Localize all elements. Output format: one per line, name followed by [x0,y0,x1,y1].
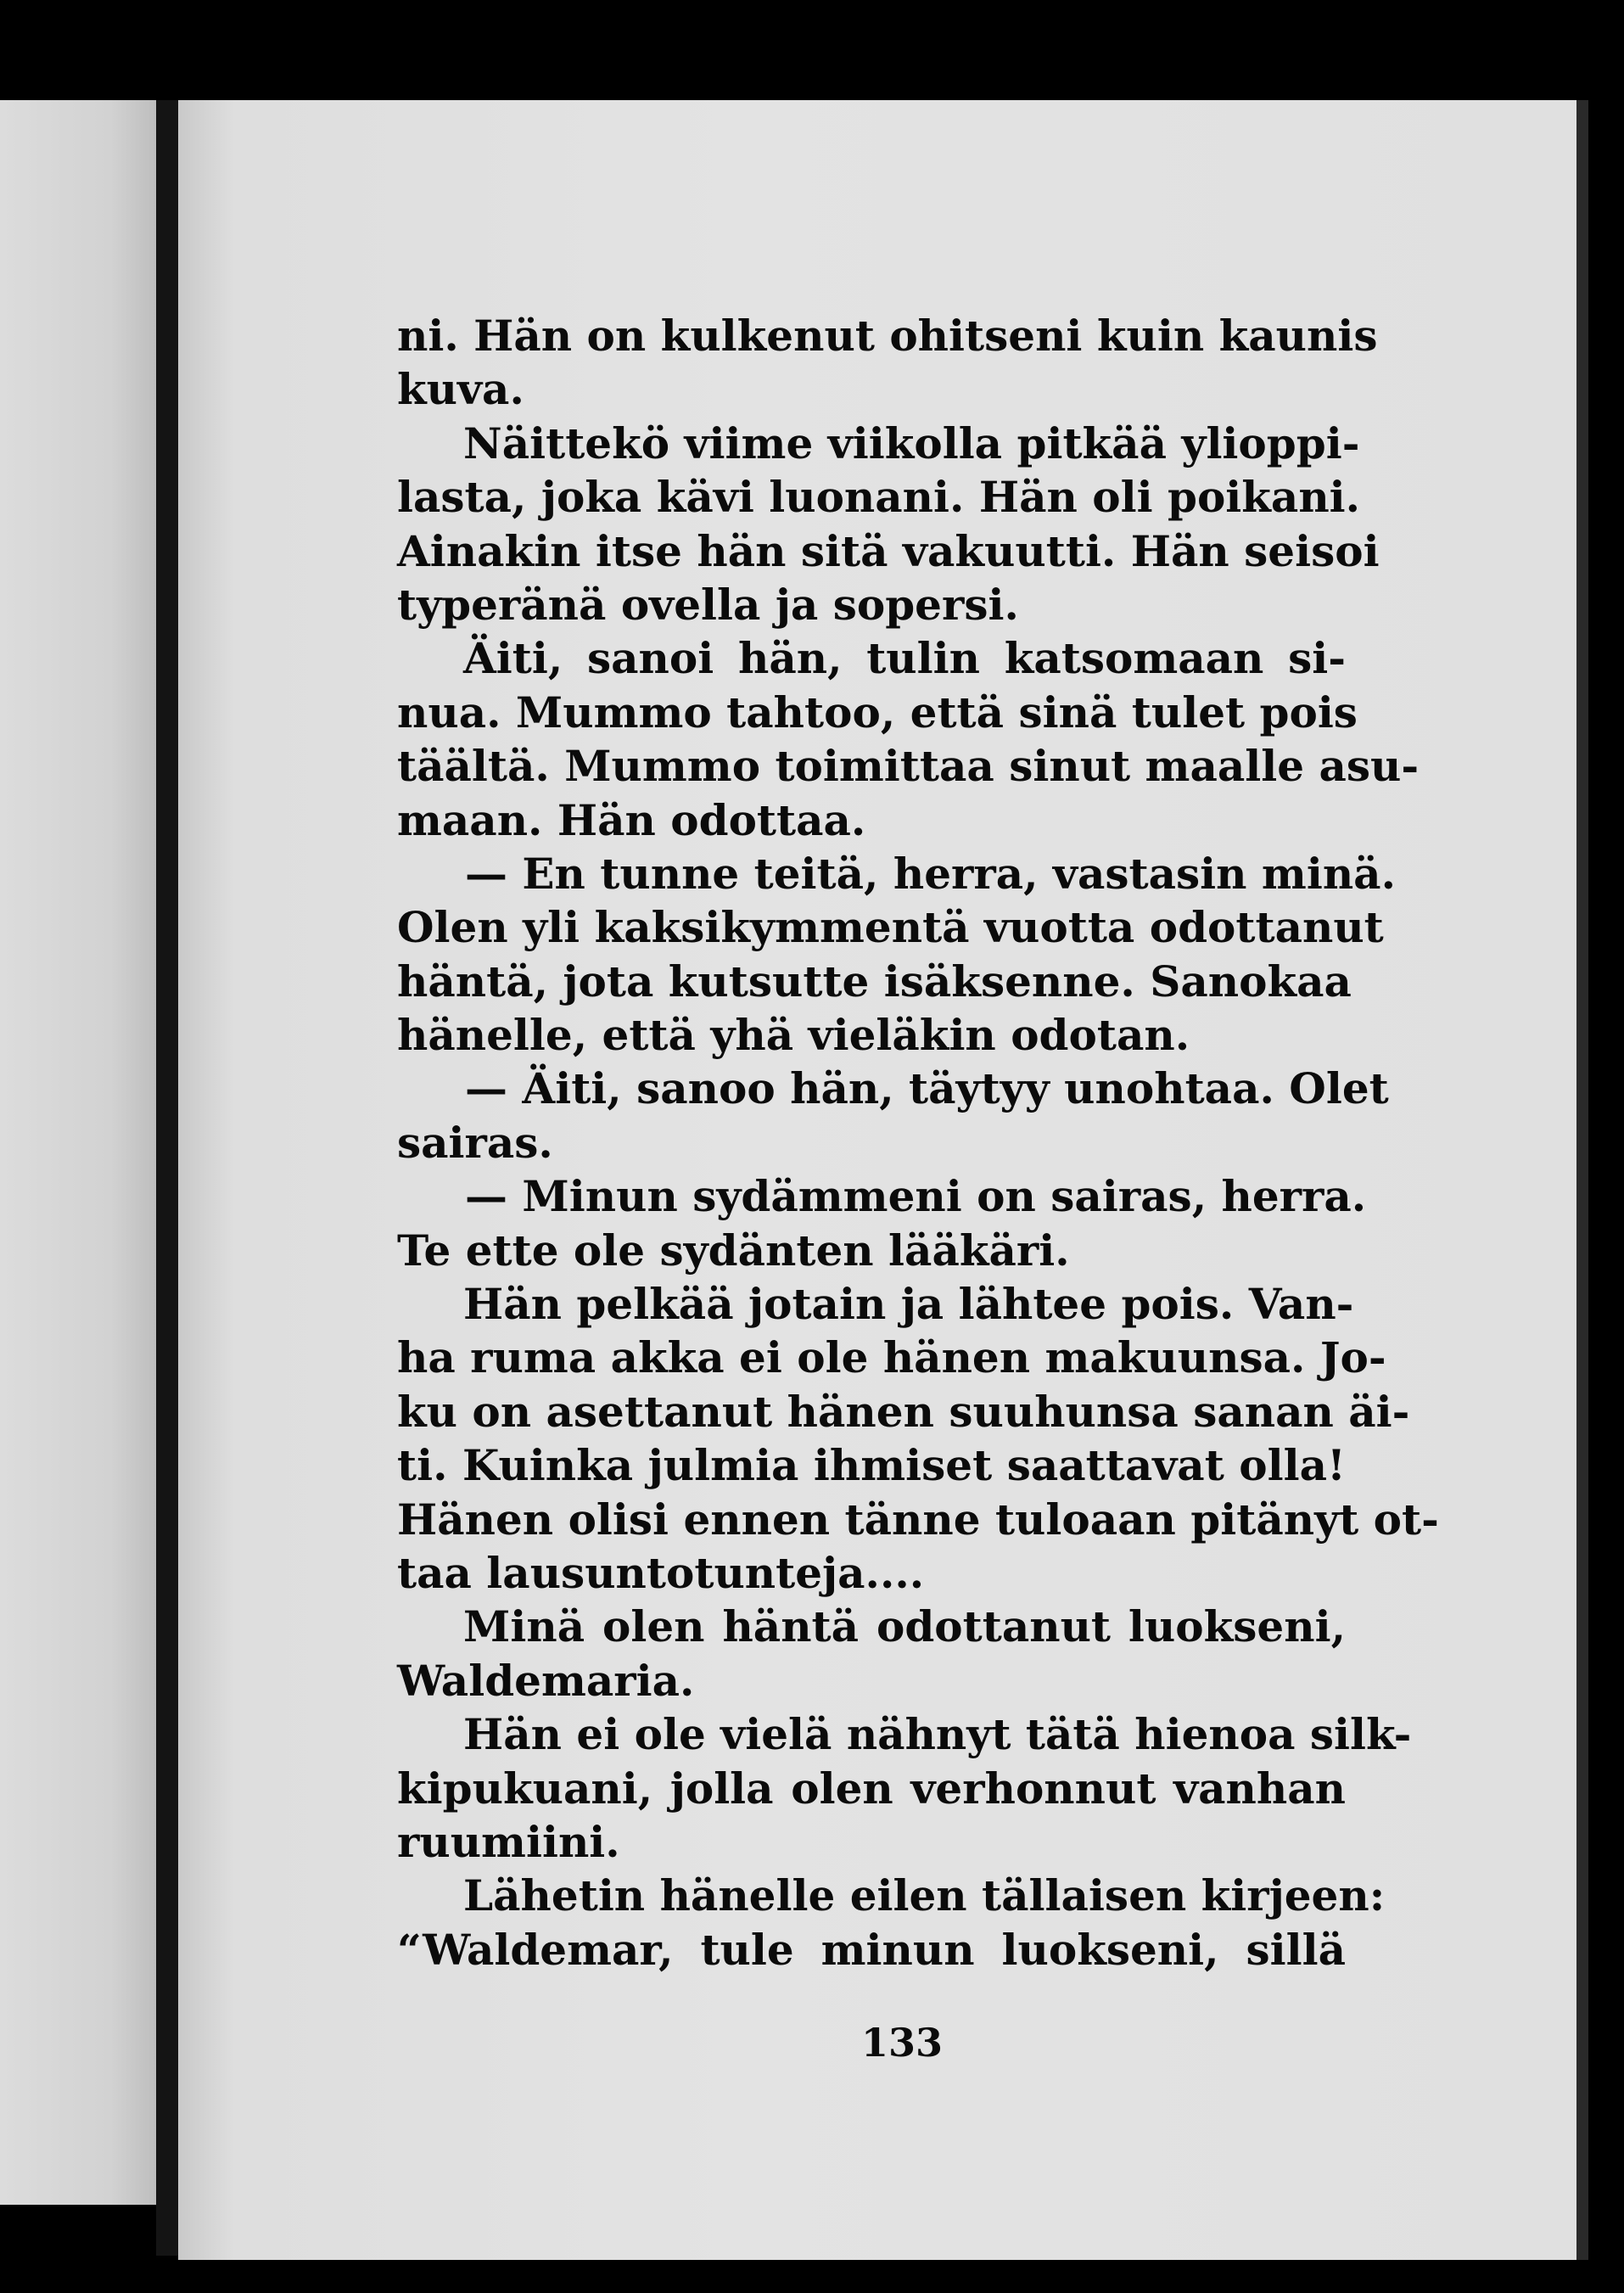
text-line: taa lausuntotunteja.... [397,1547,925,1598]
body-text [397,309,1439,1976]
text-line: maan. Hän odottaa. [397,794,866,845]
text-line: — Äiti, sanoo hän, täytyy unohtaa. Olet [465,1063,1389,1114]
left-page-edge [0,100,158,2205]
text-line: Hänen olisi ennen tänne tuloaan pitänyt ot- [397,1494,1439,1545]
text-line: ni. Hän on kulkenut ohitseni kuin kaunis [397,311,1378,361]
text-line: ti. Kuinka julmia ihmiset saattavat olla! [397,1440,1346,1491]
page-number-label: 133 [860,2020,944,2066]
text-line: Näittekö viime viikolla pitkää ylioppi- [463,418,1360,468]
text-line: ha ruma akka ei ole hänen makuunsa. Jo- [397,1332,1386,1383]
book-spine [156,100,180,2256]
page-number [0,2020,1624,2066]
text-line: Minä olen häntä odottanut luokseni, [463,1601,1346,1652]
text-line: Lähetin hänelle eilen tällaisen kirjeen: [463,1870,1386,1921]
text-line: typeränä ovella ja sopersi. [397,579,1019,630]
text-line: häntä, jota kutsutte isäksenne. Sanokaa [397,956,1352,1006]
text-line: Olen yli kaksikymmentä vuotta odottanut [397,902,1384,953]
text-line: Hän ei ole vielä nähnyt tätä hienoa silk- [463,1709,1412,1760]
text-line: — En tunne teitä, herra, vastasin minä. [465,848,1396,899]
text-line: sairas. [397,1117,553,1168]
text-line: Äiti, sanoi hän, tulin katsomaan si- [463,633,1346,684]
text-line: nua. Mummo tahtoo, että sinä tulet pois [397,687,1358,737]
text-line: — Minun sydämmeni on sairas, herra. [465,1171,1367,1222]
text-line: hänelle, että yhä vieläkin odotan. [397,1010,1190,1061]
text-line: kuva. [397,364,524,415]
text-line: Waldemaria. [397,1655,695,1706]
right-page-edge [1576,100,1588,2260]
text-line: lasta, joka kävi luonani. Hän oli poikani. [397,472,1361,523]
text-line: “Waldemar, tule minun luokseni, sillä [397,1924,1346,1975]
text-line: täältä. Mummo toimittaa sinut maalle asu- [397,741,1420,792]
text-line: ku on asettanut hänen suuhunsa sanan äi- [397,1386,1410,1437]
text-line: Hän pelkää jotain ja lähtee pois. Van- [463,1279,1354,1330]
text-line: Te ette ole sydänten lääkäri. [397,1225,1070,1275]
text-line: ruumiini. [397,1816,620,1867]
text-line: Ainakin itse hän sitä vakuutti. Hän seisoi [397,525,1380,576]
text-line: kipukuani, jolla olen verhonnut vanhan [397,1763,1346,1814]
